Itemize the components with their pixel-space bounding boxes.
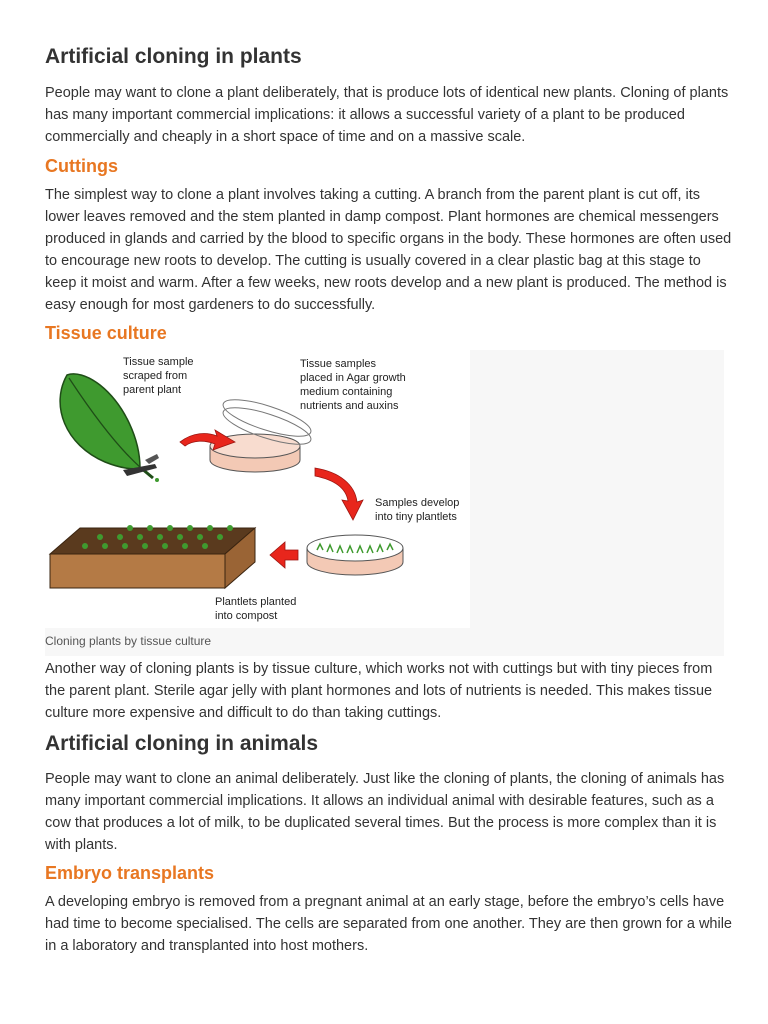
diagram-svg: [45, 350, 470, 628]
arrow-icon: [315, 468, 363, 520]
heading-animals: Artificial cloning in animals: [45, 732, 319, 755]
paragraph-plants-intro: People may want to clone a plant deliberately, that is produce lots of identical new plants. Cloning of plants has many important commercial implications: it allows a successful variety of a plant to be produced commercially and cheaply in a short space of time and on a massive scale.: [45, 85, 729, 145]
petri-dish-plantlets-icon: [307, 535, 403, 575]
label-plantlets-compost: into compost: [215, 610, 278, 622]
tissue-culture-diagram: [45, 350, 470, 628]
petri-dish-agar-icon: [210, 392, 314, 472]
label-tissue-sample: parent plant: [123, 384, 182, 396]
compost-tray-icon: [50, 525, 255, 588]
paragraph-animals-intro: People may want to clone an animal deliberately. Just like the cloning of plants, the cloning of animals has many important commercial implications. It allows an individual animal with desirable features, such as a cow that produces a lot of milk, to be duplicated several times. But the process is more complex than it is with plants.: [45, 771, 725, 853]
label-agar-medium: Tissue samples: [300, 358, 377, 370]
figure-caption: Cloning plants by tissue culture: [45, 634, 212, 648]
label-plantlets-compost: Plantlets planted: [215, 596, 297, 608]
heading-embryo-transplants: Embryo transplants: [45, 863, 215, 883]
paragraph-cuttings: The simplest way to clone a plant involves taking a cutting. A branch from the parent plant is cut off, its lower leaves removed and the stem planted in damp compost. Plant hormones are chemical messengers produced in glands and carried by the blood to specific organs in the body. These hormones are often used to encourage new roots to develop. The cutting is usually covered in a clear plastic bag at this stage to keep it moist and warm. After a few weeks, new roots develop and a new plant is produced. The method is easy enough for most gardeners to do successfully.: [45, 187, 732, 313]
heading-tissue-culture: Tissue culture: [45, 323, 167, 343]
paragraph-tissue-culture: Another way of cloning plants is by tissue culture, which works not with cuttings but with tiny pieces from the parent plant. Sterile agar jelly with plant hormones and lots of nutrients is needed. This makes tissue culture more expensive and difficult to do than taking cuttings.: [45, 661, 713, 721]
heading-cuttings: Cuttings: [45, 156, 118, 176]
label-plantlets-develop: Samples develop: [375, 497, 460, 509]
label-agar-medium: medium containing: [300, 386, 393, 398]
paragraph-embryo-transplants: A developing embryo is removed from a pregnant animal at an early stage, before the embryo’s cells have had time to become specialised. The cells are separated from one another. They are then grown for a while in a laboratory and transplanted into host mothers.: [45, 894, 732, 954]
label-tissue-sample: Tissue sample: [123, 356, 194, 368]
label-plantlets-develop: into tiny plantlets: [375, 511, 457, 523]
arrow-icon: [270, 542, 298, 568]
heading-plants: Artificial cloning in plants: [45, 45, 302, 68]
label-agar-medium: placed in Agar growth: [300, 372, 406, 384]
label-tissue-sample: scraped from: [123, 370, 188, 382]
label-agar-medium: nutrients and auxins: [300, 400, 399, 412]
figure-tissue-culture: [45, 350, 724, 656]
